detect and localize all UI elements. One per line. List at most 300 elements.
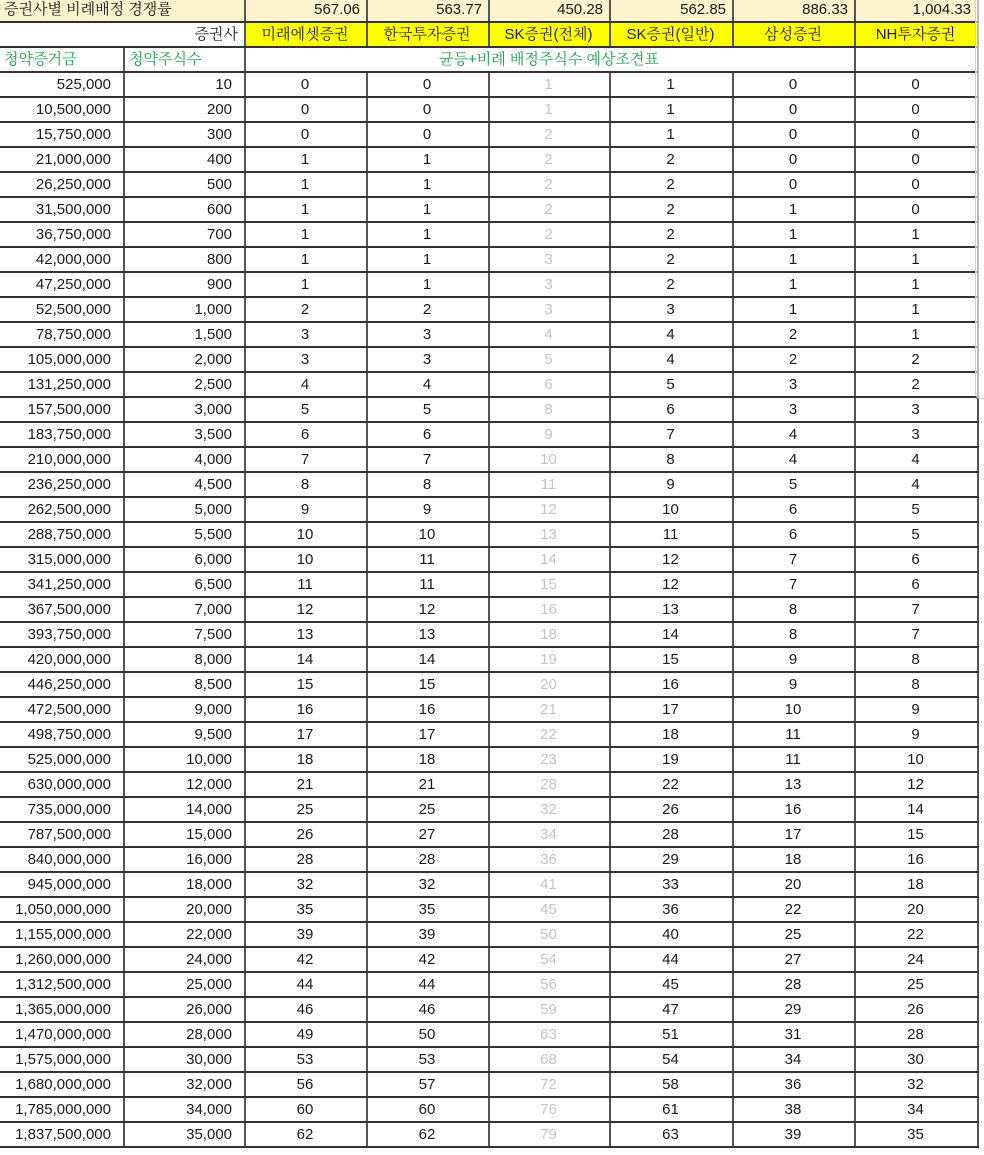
mirae-cell[interactable]: 1: [245, 247, 367, 272]
samsung-cell[interactable]: 20: [733, 872, 855, 897]
shares-cell[interactable]: 1,000: [124, 297, 245, 322]
shares-cell[interactable]: 20,000: [124, 897, 245, 922]
mirae-cell[interactable]: 8: [245, 472, 367, 497]
rate-cell[interactable]: 563.77: [367, 0, 489, 22]
sk-total-cell[interactable]: 56: [489, 972, 610, 997]
nh-cell[interactable]: 1: [855, 247, 978, 272]
shares-cell[interactable]: 300: [124, 122, 245, 147]
sk-total-cell[interactable]: 16: [489, 597, 610, 622]
samsung-cell[interactable]: 29: [733, 997, 855, 1022]
korea-inv-cell[interactable]: 1: [367, 222, 489, 247]
nh-cell[interactable]: 25: [855, 972, 978, 997]
samsung-cell[interactable]: 16: [733, 797, 855, 822]
sk-general-cell[interactable]: 7: [610, 422, 733, 447]
deposit-cell[interactable]: 183,750,000: [0, 422, 124, 447]
deposit-cell[interactable]: 1,837,500,000: [0, 1122, 124, 1147]
nh-cell[interactable]: 30: [855, 1047, 978, 1072]
shares-cell[interactable]: 28,000: [124, 1022, 245, 1047]
korea-inv-cell[interactable]: 13: [367, 622, 489, 647]
mirae-cell[interactable]: 18: [245, 747, 367, 772]
deposit-cell[interactable]: 288,750,000: [0, 522, 124, 547]
nh-cell[interactable]: 32: [855, 1072, 978, 1097]
sk-general-cell[interactable]: 58: [610, 1072, 733, 1097]
mirae-cell[interactable]: 6: [245, 422, 367, 447]
deposit-cell[interactable]: 525,000: [0, 72, 124, 97]
korea-inv-cell[interactable]: 28: [367, 847, 489, 872]
nh-cell[interactable]: 0: [855, 122, 978, 147]
korea-inv-cell[interactable]: 6: [367, 422, 489, 447]
nh-cell[interactable]: 12: [855, 772, 978, 797]
sk-total-cell[interactable]: 2: [489, 172, 610, 197]
sk-total-cell[interactable]: 2: [489, 122, 610, 147]
sk-general-cell[interactable]: 4: [610, 322, 733, 347]
sk-general-cell[interactable]: 1: [610, 97, 733, 122]
shares-cell[interactable]: 22,000: [124, 922, 245, 947]
mirae-cell[interactable]: 2: [245, 297, 367, 322]
sk-total-cell[interactable]: 13: [489, 522, 610, 547]
korea-inv-cell[interactable]: 35: [367, 897, 489, 922]
sk-general-cell[interactable]: 3: [610, 297, 733, 322]
sk-total-cell[interactable]: 9: [489, 422, 610, 447]
korea-inv-cell[interactable]: 11: [367, 572, 489, 597]
mirae-cell[interactable]: 28: [245, 847, 367, 872]
mirae-cell[interactable]: 13: [245, 622, 367, 647]
korea-inv-cell[interactable]: 60: [367, 1097, 489, 1122]
mirae-cell[interactable]: 16: [245, 697, 367, 722]
sk-total-cell[interactable]: 19: [489, 647, 610, 672]
shares-cell[interactable]: 400: [124, 147, 245, 172]
mirae-cell[interactable]: 56: [245, 1072, 367, 1097]
korea-inv-cell[interactable]: 4: [367, 372, 489, 397]
sk-general-cell[interactable]: 33: [610, 872, 733, 897]
deposit-cell[interactable]: 210,000,000: [0, 447, 124, 472]
mirae-cell[interactable]: 1: [245, 147, 367, 172]
deposit-cell[interactable]: 446,250,000: [0, 672, 124, 697]
nh-cell[interactable]: 2: [855, 347, 978, 372]
samsung-cell[interactable]: 1: [733, 222, 855, 247]
deposit-cell[interactable]: 131,250,000: [0, 372, 124, 397]
samsung-cell[interactable]: 0: [733, 172, 855, 197]
samsung-cell[interactable]: 8: [733, 597, 855, 622]
nh-cell[interactable]: 0: [855, 197, 978, 222]
mirae-cell[interactable]: 0: [245, 122, 367, 147]
mirae-cell[interactable]: 1: [245, 222, 367, 247]
korea-inv-cell[interactable]: 3: [367, 322, 489, 347]
samsung-cell[interactable]: 11: [733, 722, 855, 747]
samsung-cell[interactable]: 4: [733, 422, 855, 447]
deposit-cell[interactable]: 367,500,000: [0, 597, 124, 622]
sk-general-cell[interactable]: 44: [610, 947, 733, 972]
nh-cell[interactable]: 3: [855, 397, 978, 422]
deposit-cell[interactable]: 525,000,000: [0, 747, 124, 772]
nh-cell[interactable]: 9: [855, 697, 978, 722]
sk-general-cell[interactable]: 2: [610, 147, 733, 172]
sk-general-cell[interactable]: 40: [610, 922, 733, 947]
samsung-cell[interactable]: 6: [733, 522, 855, 547]
sk-total-cell[interactable]: 3: [489, 247, 610, 272]
shares-cell[interactable]: 4,500: [124, 472, 245, 497]
table-banner[interactable]: 균등+비례 배정주식수 예상조견표: [245, 47, 855, 72]
deposit-cell[interactable]: 393,750,000: [0, 622, 124, 647]
nh-cell[interactable]: 16: [855, 847, 978, 872]
deposit-cell[interactable]: 341,250,000: [0, 572, 124, 597]
samsung-cell[interactable]: 38: [733, 1097, 855, 1122]
nh-cell[interactable]: 26: [855, 997, 978, 1022]
shares-cell[interactable]: 1,500: [124, 322, 245, 347]
empty-cell[interactable]: [855, 47, 978, 72]
korea-inv-cell[interactable]: 46: [367, 997, 489, 1022]
mirae-cell[interactable]: 15: [245, 672, 367, 697]
shares-cell[interactable]: 34,000: [124, 1097, 245, 1122]
deposit-cell[interactable]: 15,750,000: [0, 122, 124, 147]
mirae-cell[interactable]: 0: [245, 97, 367, 122]
deposit-cell[interactable]: 105,000,000: [0, 347, 124, 372]
nh-cell[interactable]: 35: [855, 1122, 978, 1147]
samsung-cell[interactable]: 22: [733, 897, 855, 922]
deposit-header[interactable]: 청약증거금: [0, 47, 124, 72]
deposit-cell[interactable]: 31,500,000: [0, 197, 124, 222]
sk-general-cell[interactable]: 19: [610, 747, 733, 772]
deposit-cell[interactable]: 26,250,000: [0, 172, 124, 197]
nh-cell[interactable]: 1: [855, 222, 978, 247]
shares-cell[interactable]: 2,000: [124, 347, 245, 372]
sk-total-cell[interactable]: 79: [489, 1122, 610, 1147]
firm-name-cell[interactable]: 미래에셋증권: [245, 22, 367, 47]
vertical-scrollbar[interactable]: [975, 0, 984, 399]
sk-total-cell[interactable]: 59: [489, 997, 610, 1022]
firm-name-cell[interactable]: 삼성증권: [733, 22, 855, 47]
shares-cell[interactable]: 6,000: [124, 547, 245, 572]
korea-inv-cell[interactable]: 50: [367, 1022, 489, 1047]
korea-inv-cell[interactable]: 5: [367, 397, 489, 422]
shares-cell[interactable]: 12,000: [124, 772, 245, 797]
samsung-cell[interactable]: 1: [733, 297, 855, 322]
nh-cell[interactable]: 6: [855, 547, 978, 572]
deposit-cell[interactable]: 1,575,000,000: [0, 1047, 124, 1072]
mirae-cell[interactable]: 53: [245, 1047, 367, 1072]
korea-inv-cell[interactable]: 21: [367, 772, 489, 797]
samsung-cell[interactable]: 2: [733, 347, 855, 372]
mirae-cell[interactable]: 46: [245, 997, 367, 1022]
deposit-cell[interactable]: 42,000,000: [0, 247, 124, 272]
mirae-cell[interactable]: 0: [245, 72, 367, 97]
samsung-cell[interactable]: 1: [733, 197, 855, 222]
samsung-cell[interactable]: 25: [733, 922, 855, 947]
mirae-cell[interactable]: 9: [245, 497, 367, 522]
mirae-cell[interactable]: 3: [245, 322, 367, 347]
shares-cell[interactable]: 6,500: [124, 572, 245, 597]
sk-total-cell[interactable]: 41: [489, 872, 610, 897]
sk-total-cell[interactable]: 63: [489, 1022, 610, 1047]
sk-total-cell[interactable]: 3: [489, 272, 610, 297]
mirae-cell[interactable]: 62: [245, 1122, 367, 1147]
shares-cell[interactable]: 5,000: [124, 497, 245, 522]
nh-cell[interactable]: 2: [855, 372, 978, 397]
korea-inv-cell[interactable]: 44: [367, 972, 489, 997]
sk-general-cell[interactable]: 45: [610, 972, 733, 997]
nh-cell[interactable]: 24: [855, 947, 978, 972]
mirae-cell[interactable]: 60: [245, 1097, 367, 1122]
mirae-cell[interactable]: 11: [245, 572, 367, 597]
sk-general-cell[interactable]: 51: [610, 1022, 733, 1047]
deposit-cell[interactable]: 1,365,000,000: [0, 997, 124, 1022]
korea-inv-cell[interactable]: 32: [367, 872, 489, 897]
sk-total-cell[interactable]: 76: [489, 1097, 610, 1122]
shares-cell[interactable]: 18,000: [124, 872, 245, 897]
samsung-cell[interactable]: 7: [733, 547, 855, 572]
shares-cell[interactable]: 10: [124, 72, 245, 97]
mirae-cell[interactable]: 7: [245, 447, 367, 472]
sk-general-cell[interactable]: 17: [610, 697, 733, 722]
korea-inv-cell[interactable]: 12: [367, 597, 489, 622]
mirae-cell[interactable]: 26: [245, 822, 367, 847]
sk-total-cell[interactable]: 2: [489, 197, 610, 222]
firm-name-cell[interactable]: SK증권(전체): [489, 22, 610, 47]
nh-cell[interactable]: 6: [855, 572, 978, 597]
competition-rate-label[interactable]: 증권사별 비례배정 경쟁률: [0, 0, 245, 22]
nh-cell[interactable]: 22: [855, 922, 978, 947]
deposit-cell[interactable]: 52,500,000: [0, 297, 124, 322]
samsung-cell[interactable]: 7: [733, 572, 855, 597]
mirae-cell[interactable]: 10: [245, 547, 367, 572]
sk-total-cell[interactable]: 15: [489, 572, 610, 597]
samsung-cell[interactable]: 36: [733, 1072, 855, 1097]
samsung-cell[interactable]: 6: [733, 497, 855, 522]
sk-total-cell[interactable]: 12: [489, 497, 610, 522]
deposit-cell[interactable]: 157,500,000: [0, 397, 124, 422]
korea-inv-cell[interactable]: 1: [367, 272, 489, 297]
sk-general-cell[interactable]: 29: [610, 847, 733, 872]
samsung-cell[interactable]: 0: [733, 147, 855, 172]
shares-cell[interactable]: 2,500: [124, 372, 245, 397]
samsung-cell[interactable]: 5: [733, 472, 855, 497]
sk-general-cell[interactable]: 13: [610, 597, 733, 622]
korea-inv-cell[interactable]: 8: [367, 472, 489, 497]
firm-label[interactable]: 증권사: [0, 22, 245, 47]
shares-cell[interactable]: 5,500: [124, 522, 245, 547]
korea-inv-cell[interactable]: 11: [367, 547, 489, 572]
sk-total-cell[interactable]: 2: [489, 147, 610, 172]
sk-total-cell[interactable]: 14: [489, 547, 610, 572]
mirae-cell[interactable]: 21: [245, 772, 367, 797]
sk-general-cell[interactable]: 9: [610, 472, 733, 497]
nh-cell[interactable]: 3: [855, 422, 978, 447]
mirae-cell[interactable]: 44: [245, 972, 367, 997]
sk-total-cell[interactable]: 34: [489, 822, 610, 847]
rate-cell[interactable]: 1,004.33: [855, 0, 978, 22]
samsung-cell[interactable]: 1: [733, 247, 855, 272]
rate-cell[interactable]: 886.33: [733, 0, 855, 22]
shares-cell[interactable]: 8,000: [124, 647, 245, 672]
firm-name-cell[interactable]: NH투자증권: [855, 22, 978, 47]
nh-cell[interactable]: 8: [855, 647, 978, 672]
korea-inv-cell[interactable]: 1: [367, 247, 489, 272]
nh-cell[interactable]: 8: [855, 672, 978, 697]
shares-cell[interactable]: 26,000: [124, 997, 245, 1022]
samsung-cell[interactable]: 3: [733, 397, 855, 422]
deposit-cell[interactable]: 630,000,000: [0, 772, 124, 797]
sk-total-cell[interactable]: 23: [489, 747, 610, 772]
rate-cell[interactable]: 562.85: [610, 0, 733, 22]
sk-general-cell[interactable]: 2: [610, 272, 733, 297]
deposit-cell[interactable]: 47,250,000: [0, 272, 124, 297]
deposit-cell[interactable]: 10,500,000: [0, 97, 124, 122]
sk-total-cell[interactable]: 3: [489, 297, 610, 322]
shares-cell[interactable]: 600: [124, 197, 245, 222]
sk-general-cell[interactable]: 1: [610, 122, 733, 147]
samsung-cell[interactable]: 39: [733, 1122, 855, 1147]
nh-cell[interactable]: 20: [855, 897, 978, 922]
nh-cell[interactable]: 1: [855, 322, 978, 347]
korea-inv-cell[interactable]: 17: [367, 722, 489, 747]
shares-cell[interactable]: 10,000: [124, 747, 245, 772]
deposit-cell[interactable]: 1,785,000,000: [0, 1097, 124, 1122]
shares-cell[interactable]: 35,000: [124, 1122, 245, 1147]
sk-total-cell[interactable]: 32: [489, 797, 610, 822]
samsung-cell[interactable]: 9: [733, 647, 855, 672]
sk-general-cell[interactable]: 12: [610, 547, 733, 572]
sk-general-cell[interactable]: 2: [610, 197, 733, 222]
sk-total-cell[interactable]: 5: [489, 347, 610, 372]
sk-total-cell[interactable]: 22: [489, 722, 610, 747]
korea-inv-cell[interactable]: 7: [367, 447, 489, 472]
deposit-cell[interactable]: 21,000,000: [0, 147, 124, 172]
deposit-cell[interactable]: 78,750,000: [0, 322, 124, 347]
samsung-cell[interactable]: 13: [733, 772, 855, 797]
deposit-cell[interactable]: 840,000,000: [0, 847, 124, 872]
sk-general-cell[interactable]: 5: [610, 372, 733, 397]
shares-cell[interactable]: 800: [124, 247, 245, 272]
korea-inv-cell[interactable]: 53: [367, 1047, 489, 1072]
samsung-cell[interactable]: 34: [733, 1047, 855, 1072]
samsung-cell[interactable]: 11: [733, 747, 855, 772]
deposit-cell[interactable]: 262,500,000: [0, 497, 124, 522]
mirae-cell[interactable]: 1: [245, 172, 367, 197]
shares-cell[interactable]: 7,500: [124, 622, 245, 647]
deposit-cell[interactable]: 420,000,000: [0, 647, 124, 672]
shares-cell[interactable]: 200: [124, 97, 245, 122]
rate-cell[interactable]: 450.28: [489, 0, 610, 22]
sk-total-cell[interactable]: 21: [489, 697, 610, 722]
shares-cell[interactable]: 8,500: [124, 672, 245, 697]
nh-cell[interactable]: 7: [855, 622, 978, 647]
shares-cell[interactable]: 16,000: [124, 847, 245, 872]
shares-cell[interactable]: 3,000: [124, 397, 245, 422]
sk-general-cell[interactable]: 12: [610, 572, 733, 597]
sk-total-cell[interactable]: 4: [489, 322, 610, 347]
deposit-cell[interactable]: 1,680,000,000: [0, 1072, 124, 1097]
sk-general-cell[interactable]: 11: [610, 522, 733, 547]
mirae-cell[interactable]: 14: [245, 647, 367, 672]
sk-general-cell[interactable]: 16: [610, 672, 733, 697]
mirae-cell[interactable]: 1: [245, 272, 367, 297]
mirae-cell[interactable]: 4: [245, 372, 367, 397]
nh-cell[interactable]: 1: [855, 272, 978, 297]
sk-total-cell[interactable]: 20: [489, 672, 610, 697]
samsung-cell[interactable]: 3: [733, 372, 855, 397]
nh-cell[interactable]: 34: [855, 1097, 978, 1122]
shares-cell[interactable]: 15,000: [124, 822, 245, 847]
sk-total-cell[interactable]: 2: [489, 222, 610, 247]
shares-cell[interactable]: 900: [124, 272, 245, 297]
samsung-cell[interactable]: 28: [733, 972, 855, 997]
shares-cell[interactable]: 25,000: [124, 972, 245, 997]
mirae-cell[interactable]: 5: [245, 397, 367, 422]
sk-general-cell[interactable]: 6: [610, 397, 733, 422]
nh-cell[interactable]: 5: [855, 497, 978, 522]
nh-cell[interactable]: 15: [855, 822, 978, 847]
korea-inv-cell[interactable]: 15: [367, 672, 489, 697]
samsung-cell[interactable]: 9: [733, 672, 855, 697]
sk-total-cell[interactable]: 1: [489, 97, 610, 122]
nh-cell[interactable]: 7: [855, 597, 978, 622]
samsung-cell[interactable]: 0: [733, 72, 855, 97]
rate-cell[interactable]: 567.06: [245, 0, 367, 22]
sk-total-cell[interactable]: 6: [489, 372, 610, 397]
mirae-cell[interactable]: 35: [245, 897, 367, 922]
sk-general-cell[interactable]: 63: [610, 1122, 733, 1147]
samsung-cell[interactable]: 18: [733, 847, 855, 872]
sk-general-cell[interactable]: 10: [610, 497, 733, 522]
korea-inv-cell[interactable]: 14: [367, 647, 489, 672]
sk-total-cell[interactable]: 68: [489, 1047, 610, 1072]
korea-inv-cell[interactable]: 2: [367, 297, 489, 322]
korea-inv-cell[interactable]: 39: [367, 922, 489, 947]
deposit-cell[interactable]: 735,000,000: [0, 797, 124, 822]
korea-inv-cell[interactable]: 42: [367, 947, 489, 972]
shares-cell[interactable]: 3,500: [124, 422, 245, 447]
sk-general-cell[interactable]: 18: [610, 722, 733, 747]
sk-total-cell[interactable]: 50: [489, 922, 610, 947]
sk-general-cell[interactable]: 2: [610, 247, 733, 272]
korea-inv-cell[interactable]: 1: [367, 147, 489, 172]
nh-cell[interactable]: 4: [855, 447, 978, 472]
nh-cell[interactable]: 4: [855, 472, 978, 497]
samsung-cell[interactable]: 0: [733, 97, 855, 122]
deposit-cell[interactable]: 1,470,000,000: [0, 1022, 124, 1047]
sk-general-cell[interactable]: 28: [610, 822, 733, 847]
firm-name-cell[interactable]: 한국투자증권: [367, 22, 489, 47]
korea-inv-cell[interactable]: 9: [367, 497, 489, 522]
samsung-cell[interactable]: 2: [733, 322, 855, 347]
nh-cell[interactable]: 14: [855, 797, 978, 822]
samsung-cell[interactable]: 0: [733, 122, 855, 147]
sk-total-cell[interactable]: 36: [489, 847, 610, 872]
deposit-cell[interactable]: 1,050,000,000: [0, 897, 124, 922]
sk-general-cell[interactable]: 54: [610, 1047, 733, 1072]
deposit-cell[interactable]: 498,750,000: [0, 722, 124, 747]
deposit-cell[interactable]: 945,000,000: [0, 872, 124, 897]
sk-total-cell[interactable]: 1: [489, 72, 610, 97]
mirae-cell[interactable]: 49: [245, 1022, 367, 1047]
sk-general-cell[interactable]: 2: [610, 222, 733, 247]
deposit-cell[interactable]: 36,750,000: [0, 222, 124, 247]
korea-inv-cell[interactable]: 1: [367, 172, 489, 197]
sk-total-cell[interactable]: 72: [489, 1072, 610, 1097]
korea-inv-cell[interactable]: 0: [367, 97, 489, 122]
mirae-cell[interactable]: 12: [245, 597, 367, 622]
samsung-cell[interactable]: 4: [733, 447, 855, 472]
mirae-cell[interactable]: 10: [245, 522, 367, 547]
nh-cell[interactable]: 5: [855, 522, 978, 547]
samsung-cell[interactable]: 10: [733, 697, 855, 722]
sk-total-cell[interactable]: 10: [489, 447, 610, 472]
shares-header[interactable]: 청약주식수: [124, 47, 245, 72]
sk-total-cell[interactable]: 45: [489, 897, 610, 922]
korea-inv-cell[interactable]: 0: [367, 122, 489, 147]
deposit-cell[interactable]: 236,250,000: [0, 472, 124, 497]
sk-general-cell[interactable]: 4: [610, 347, 733, 372]
